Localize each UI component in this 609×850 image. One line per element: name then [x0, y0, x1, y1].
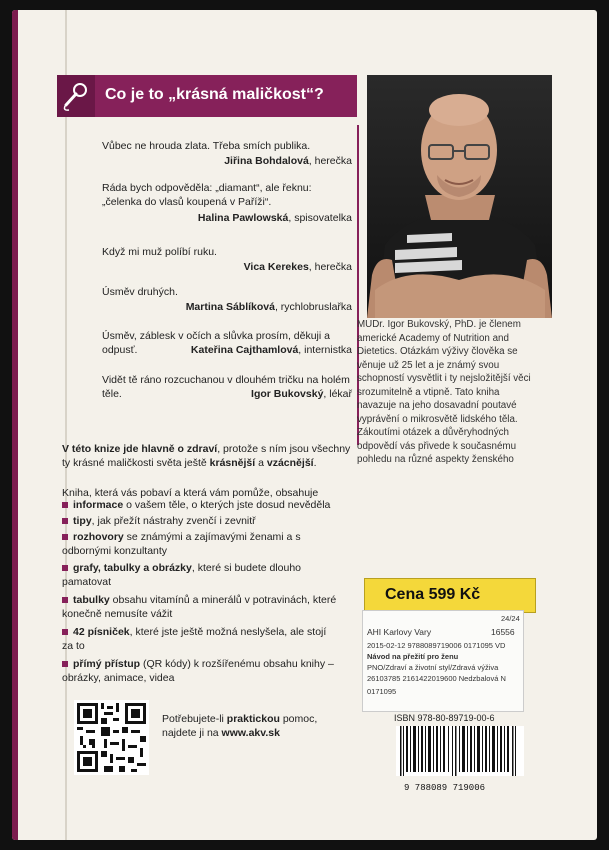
website-link[interactable]: www.akv.sk [221, 727, 280, 739]
quote-author [102, 260, 352, 274]
sticker-line-3: 2015-02-12 9788089719006 0171095 VD [367, 641, 506, 650]
list-item [62, 593, 352, 621]
item-bold: informace [73, 499, 124, 511]
intro-rest: , protože s ním jsou všechny ty krásné maličkosti světa ještě [62, 443, 351, 469]
author-photo [367, 75, 552, 318]
author-bio: MUDr. Igor Bukovský, PhD. je členem americké Academy of Nutrition and Dietetics. Otázkám výživy člověka se věnuje už 25 let a je známý svou schopností vysvětlit i ty nejsložitější věci srozumitelně a vtipně. Tato kniha navazuje na jeho dosavadní poutavé vyprávění o mikrosvětě lidského těla. Zákoutími otázek a důvěryhodných odpovědí vás přivede k současnému pohledu na různé aspekty ženského [357, 319, 531, 465]
list-item [62, 561, 332, 589]
intro-and: a [255, 457, 267, 469]
quote-author [102, 387, 352, 401]
author-name: Vica Kerekes [243, 261, 309, 273]
author-name: Martina Sáblíková [185, 301, 275, 313]
quote-header [57, 75, 357, 117]
bullet-square-icon [62, 661, 68, 667]
item-rest: (QR kódy) k rozšířenému obsahu knihy – obrázky, animace, videa [62, 658, 334, 684]
sticker-code: 24/24 [501, 614, 520, 623]
list-item [62, 498, 352, 512]
item-rest: obsahu vitamínů a minerálů v potravinách, které konečně nemusíte vážit [62, 594, 337, 620]
bullet-square-icon [62, 502, 68, 508]
store-label-sticker [362, 610, 524, 712]
item-bold: grafy, tabulky a obrázky [73, 562, 192, 574]
qr-help-text [162, 712, 317, 740]
barcode [396, 726, 524, 776]
quote-text: Ráda bych odpověděla: „diamant“, ale řeknu: „čelenka do vlasů koupená v Paříži“. [102, 182, 312, 208]
quote-5 [102, 329, 352, 357]
author-role: , lékař [323, 388, 352, 400]
barcode-number: 9 788089 719006 [404, 783, 486, 793]
item-bold: tabulky [73, 594, 110, 606]
author-name: Igor Bukovský [251, 388, 324, 400]
quote-3 [102, 245, 352, 274]
item-rest: se známými a zajímavými ženami a s odbornými konzultanty [62, 531, 301, 557]
intro-bold-3: vzácnější [266, 457, 314, 469]
bullet-square-icon [62, 534, 68, 540]
author-role: , rychlobruslařka [274, 301, 352, 313]
quote-author [102, 211, 352, 225]
sticker-line-5: PNO/Zdraví a životní styl/Zdravá výživa [367, 663, 499, 672]
list-item [62, 657, 347, 685]
microphone-icon [57, 75, 95, 117]
author-role: , herečka [308, 261, 352, 273]
book-back-cover [12, 10, 597, 840]
qr-text-pre-2: najdete ji na [162, 727, 222, 739]
qr-code[interactable] [74, 700, 149, 775]
price-sticker [364, 578, 536, 613]
sticker-line-4: Návod na přežití pro ženu [367, 652, 459, 661]
list-item [62, 514, 352, 528]
quotes-panel [57, 125, 359, 445]
author-role: , internistka [298, 344, 352, 356]
quote-author [102, 154, 352, 168]
quote-1 [102, 139, 352, 168]
qr-text-bold: praktickou [226, 713, 280, 725]
quote-text: Úsměv druhých. [102, 286, 178, 298]
sticker-number: 16556 [491, 627, 515, 637]
quote-2 [102, 181, 352, 225]
sticker-store: AHI Karlovy Vary [367, 627, 432, 637]
quote-text: Když mi muž políbí ruku. [102, 246, 217, 258]
spine-bleed [12, 10, 18, 840]
contents-lead: Kniha, která vás pobaví a která vám pomůže, obsahuje [62, 487, 319, 499]
author-role: , herečka [308, 155, 352, 167]
bullet-square-icon [62, 629, 68, 635]
sticker-line-6: 26103785 2161422019600 Nedzbalová N [367, 674, 506, 683]
qr-text-post: pomoc, [279, 713, 318, 725]
quote-text: Úsměv, záblesk v očích a slůvka prosím, děkuji a odpusť. [102, 330, 330, 356]
item-bold: 42 písniček [73, 626, 130, 638]
item-rest: , které jste ještě možná neslyšela, ale stojí za to [62, 626, 327, 652]
header-title: Co je to „krásná maličkost“? [105, 86, 324, 103]
author-role: , spisovatelka [288, 212, 352, 224]
bullet-square-icon [62, 597, 68, 603]
item-bold: přímý přístup [73, 658, 141, 670]
quote-text: Vůbec ne hrouda zlata. Třeba smích publika. [102, 140, 311, 152]
isbn-label: ISBN 978-80-89719-00-6 [394, 713, 495, 723]
author-name: Halina Pawlowská [197, 212, 289, 224]
quote-6 [102, 373, 352, 401]
item-bold: tipy [73, 515, 92, 527]
intro-paragraph [62, 442, 352, 500]
intro-end: . [313, 457, 317, 469]
author-name: Jiřina Bohdalová [224, 155, 309, 167]
item-rest: , jak přežít nástrahy zvenčí i zevnitř [91, 515, 256, 527]
item-rest: , které si budete dlouho pamatovat [62, 562, 302, 588]
quote-author [102, 343, 352, 357]
quote-author [102, 300, 352, 314]
price-label: Cena 599 Kč [385, 586, 481, 603]
intro-bold: V této knize jde hlavně o zdraví [62, 443, 218, 455]
bullet-square-icon [62, 518, 68, 524]
bullet-square-icon [62, 565, 68, 571]
item-bold: rozhovory [73, 531, 124, 543]
sticker-line-7: 0171095 [367, 687, 397, 696]
author-name: Kateřina Cajthamlová [190, 344, 299, 356]
item-rest: o vašem těle, o kterých jste dosud nevěděla [123, 499, 331, 511]
intro-bold-2: krásnější [209, 457, 256, 469]
quote-4 [102, 285, 352, 314]
list-item [62, 530, 342, 558]
qr-text-pre: Potřebujete-li [162, 713, 227, 725]
quote-text: Vidět tě ráno rozcuchanou v dlouhém tričku na holém těle. [102, 374, 350, 400]
list-item [62, 625, 332, 653]
